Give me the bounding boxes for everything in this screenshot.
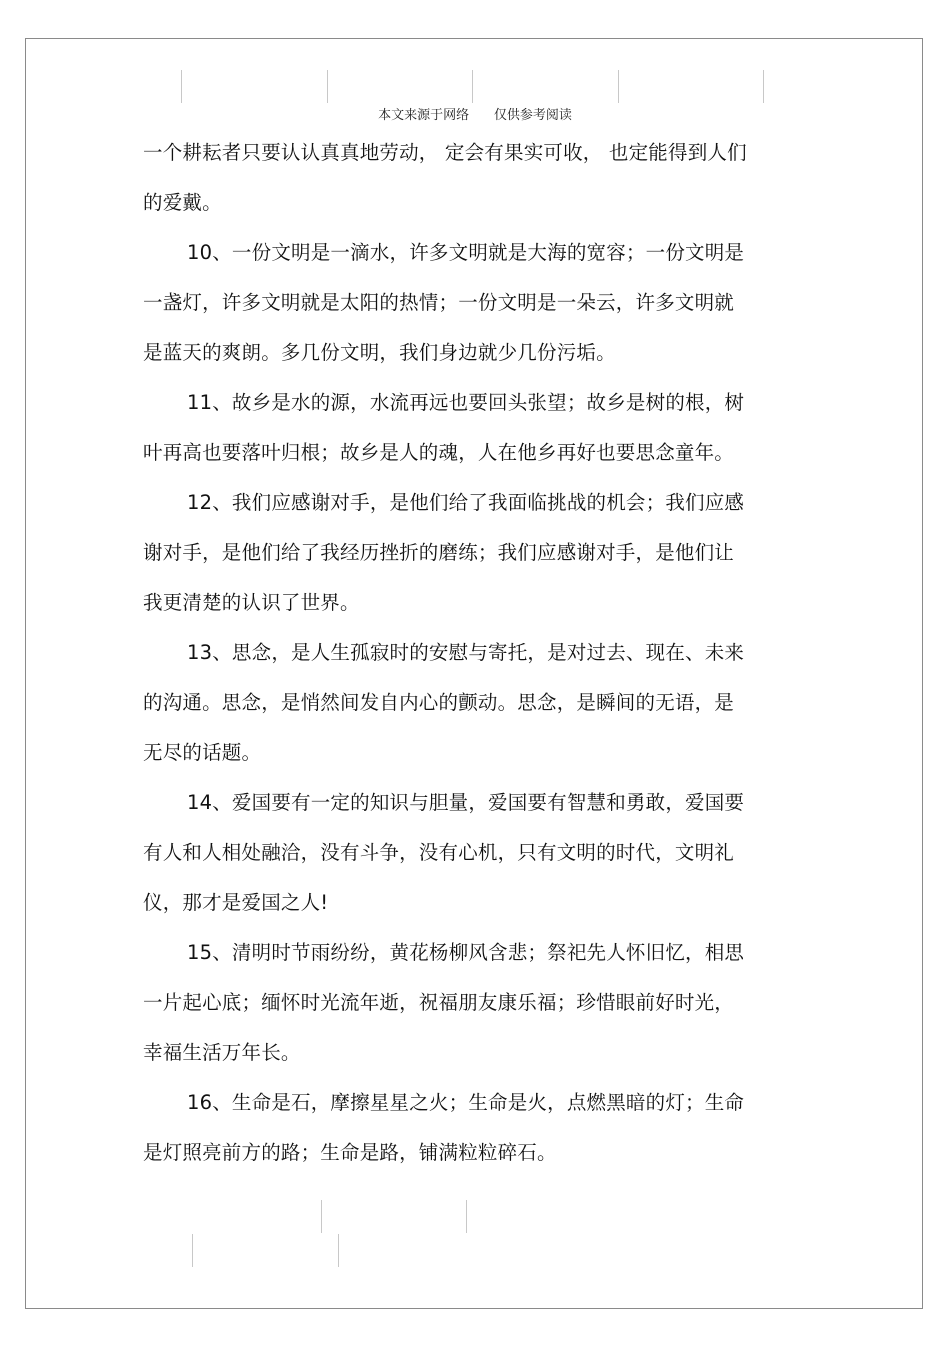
top-tick-mark [472, 70, 473, 103]
text-line: 一盏灯，许多文明就是太阳的热情；一份文明是一朵云，许多文明就 [143, 291, 735, 314]
text-line: 一个耕耘者只要认认真真地劳动， 定会有果实可收， 也定能得到人们 [143, 141, 747, 164]
text-line: 谢对手，是他们给了我经历挫折的磨练；我们应感谢对手，是他们让 [143, 541, 735, 564]
text-line: 13、思念，是人生孤寂时的安慰与寄托，是对过去、现在、未来 [187, 641, 745, 664]
bottom-tick-mark [338, 1234, 339, 1267]
bottom-tick-mark [192, 1234, 193, 1267]
text-line: 10、一份文明是一滴水，许多文明就是大海的宽容；一份文明是 [187, 241, 745, 264]
top-tick-mark [618, 70, 619, 103]
text-line: 11、故乡是水的源，水流再远也要回头张望；故乡是树的根，树 [187, 391, 745, 414]
text-line: 12、我们应感谢对手，是他们给了我面临挑战的机会；我们应感 [187, 491, 745, 514]
document-body [143, 128, 813, 1178]
text-line: 一片起心底；缅怀时光流年逝，祝福朋友康乐福；珍惜眼前好时光， [143, 991, 735, 1014]
top-tick-mark [327, 70, 328, 103]
bottom-tick-mark [321, 1200, 322, 1233]
text-line: 的沟通。思念，是悄然间发自内心的颤动。思念，是瞬间的无语，是 [143, 691, 735, 714]
text-line: 仪，那才是爱国之人! [143, 891, 329, 914]
text-line: 14、爱国要有一定的知识与胆量，爱国要有智慧和勇敢，爱国要 [187, 791, 745, 814]
top-tick-mark [181, 70, 182, 103]
text-line: 叶再高也要落叶归根；故乡是人的魂，人在他乡再好也要思念童年。 [143, 441, 735, 464]
top-tick-mark [763, 70, 764, 103]
text-line: 我更清楚的认识了世界。 [143, 591, 360, 614]
source-disclaimer: 本文来源于网络 仅供参考阅读 [378, 108, 572, 123]
text-line: 是灯照亮前方的路；生命是路，铺满粒粒碎石。 [143, 1141, 557, 1164]
text-line: 有人和人相处融洽，没有斗争，没有心机，只有文明的时代，文明礼 [143, 841, 735, 864]
bottom-tick-mark [466, 1200, 467, 1233]
text-line: 的爱戴。 [143, 191, 222, 214]
text-line: 无尽的话题。 [143, 741, 262, 764]
text-line: 15、清明时节雨纷纷，黄花杨柳风含悲；祭祀先人怀旧忆，相思 [187, 941, 745, 964]
text-line: 幸福生活万年长。 [143, 1041, 301, 1064]
text-line: 16、生命是石，摩擦星星之火；生命是火，点燃黑暗的灯；生命 [187, 1091, 745, 1114]
text-line: 是蓝天的爽朗。多几份文明，我们身边就少几份污垢。 [143, 341, 616, 364]
